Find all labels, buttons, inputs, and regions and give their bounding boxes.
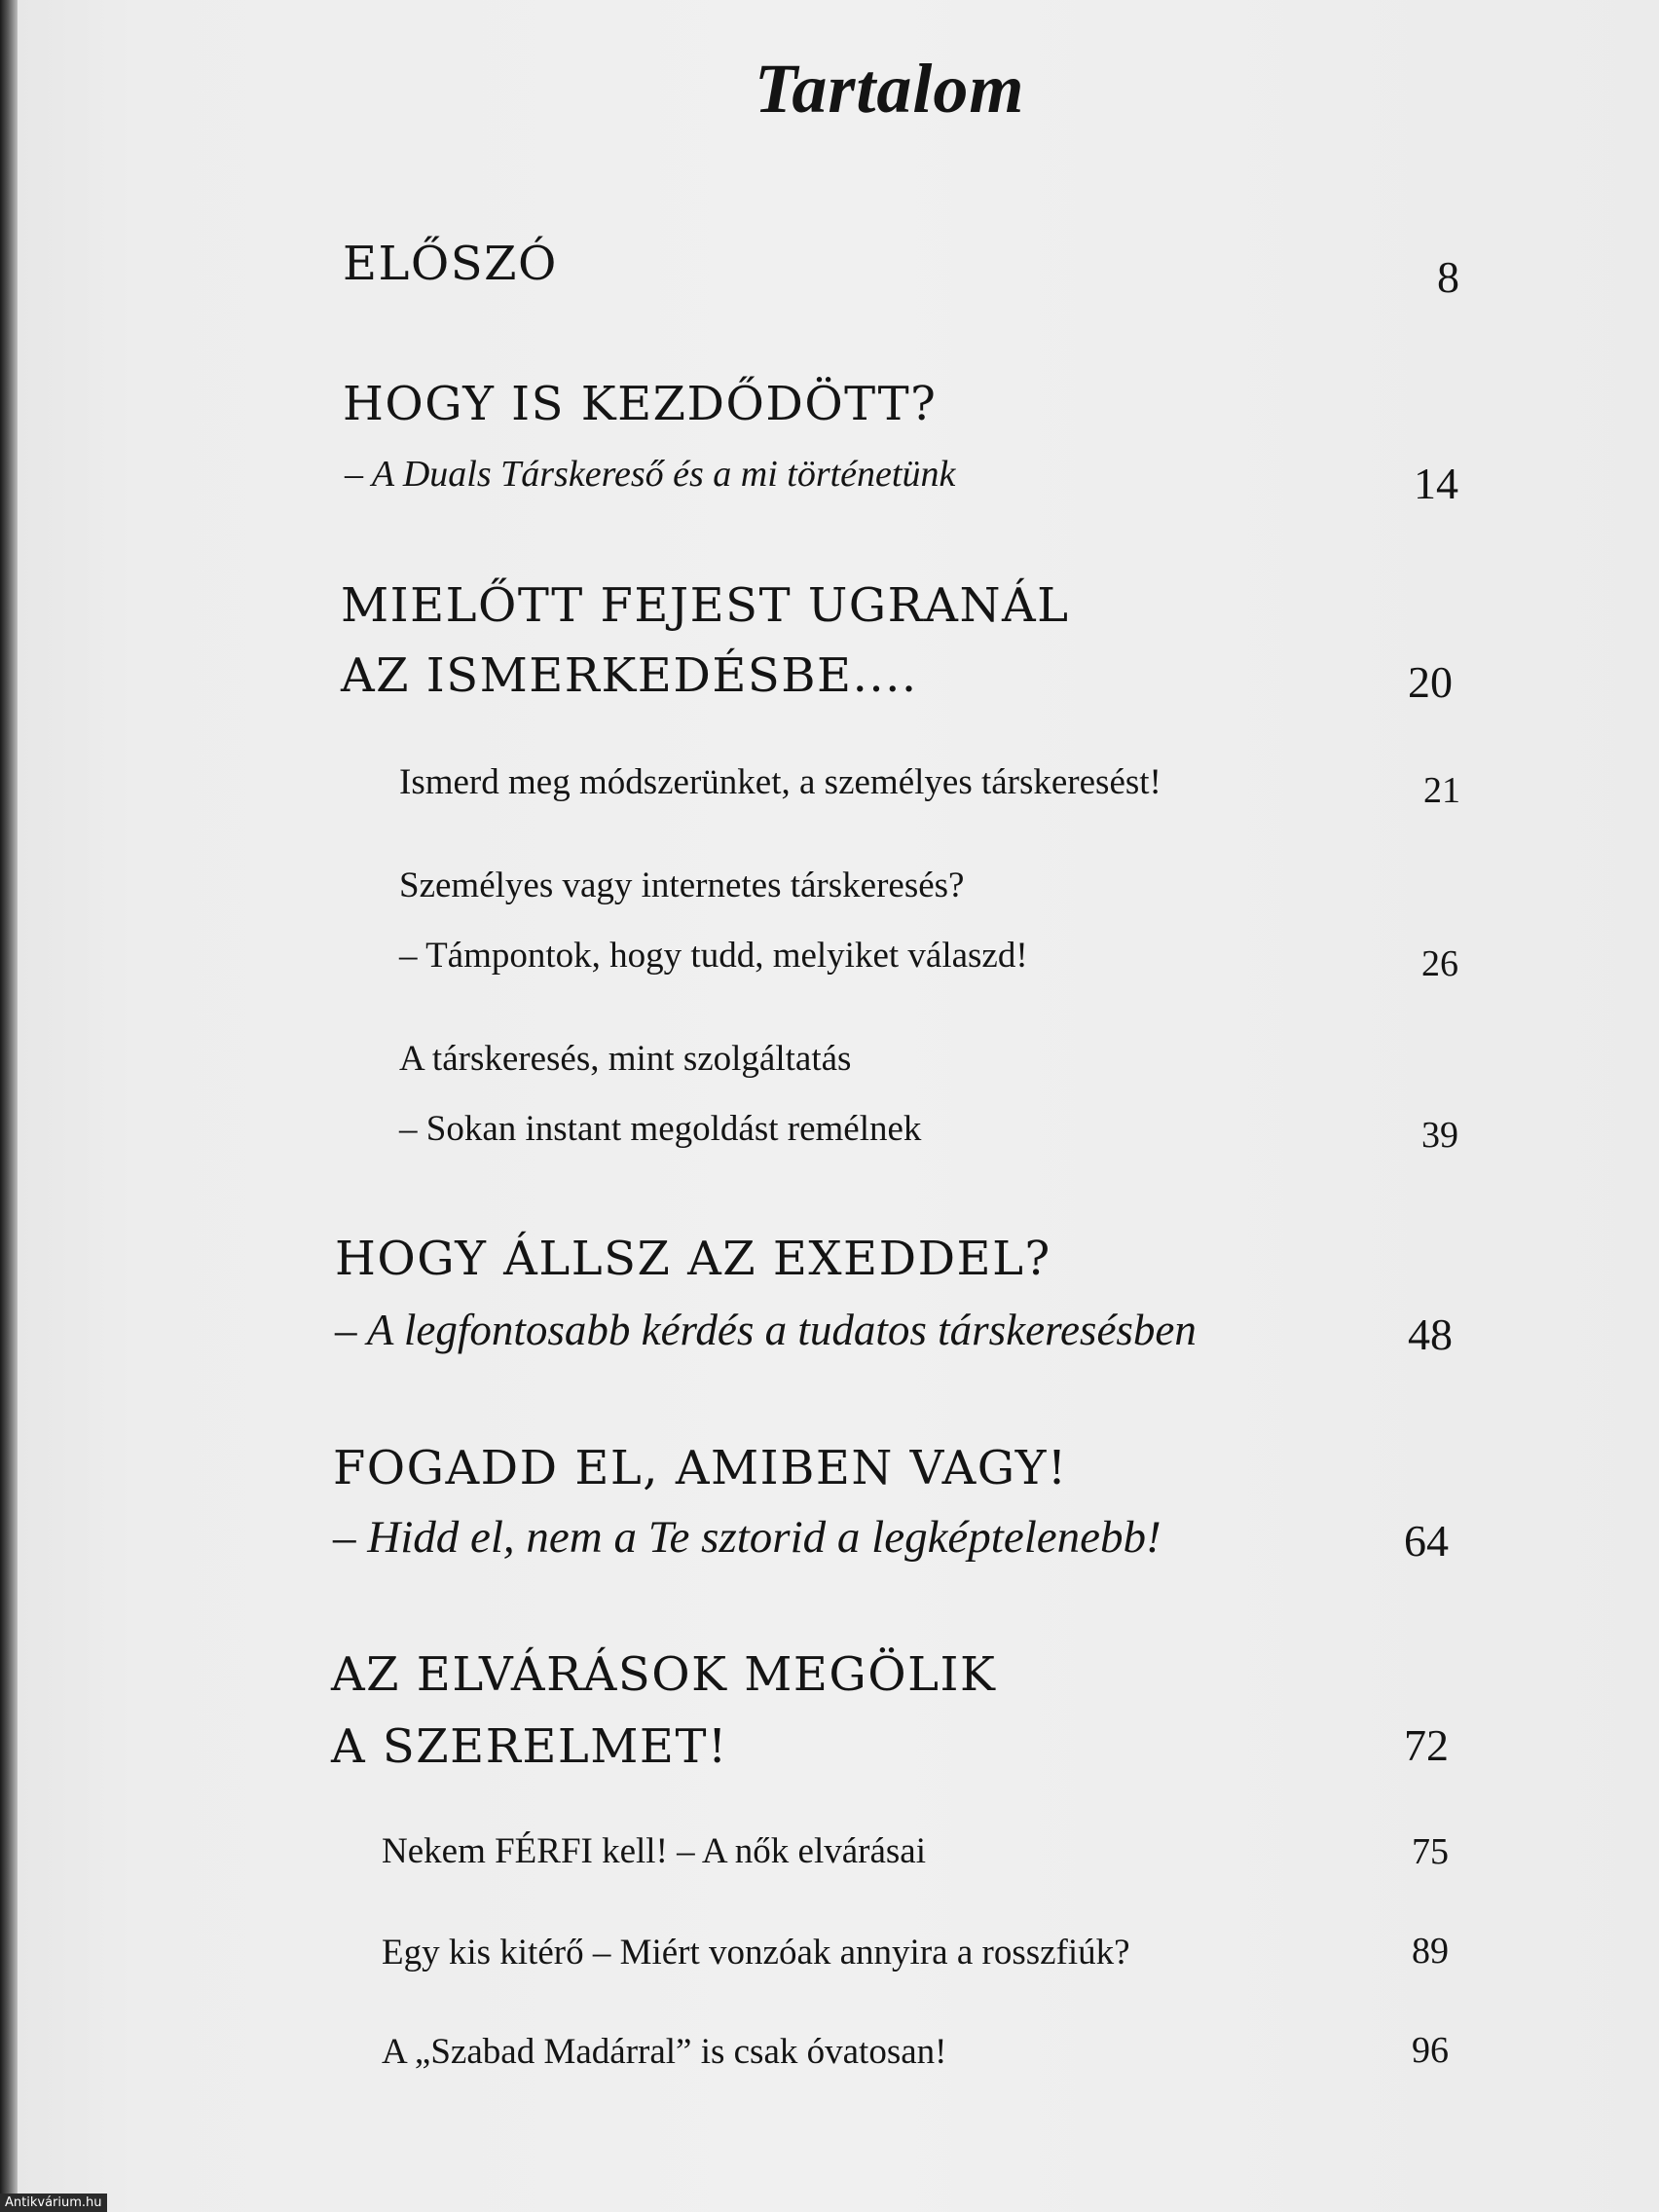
book-spine-shadow <box>0 0 18 2212</box>
toc-sub-szabad-madar: A „Szabad Madárral” is csak óvatosan! <box>382 2032 947 2072</box>
toc-sub-modszer: Ismerd meg módszerünket, a személyes társkeresést! <box>399 762 1161 802</box>
toc-sub-internetes-line1: Személyes vagy internetes társkeresés? <box>399 866 965 905</box>
toc-page-modszer: 21 <box>1423 770 1460 811</box>
page-title: Tartalom <box>755 50 1025 128</box>
toc-page-fogadd: 64 <box>1404 1516 1449 1566</box>
toc-heading-eloszo: ELŐSZÓ <box>343 237 558 291</box>
toc-heading-fogadd: FOGADD EL, AMIBEN VAGY! <box>333 1441 1068 1495</box>
toc-heading-mielott-line2: AZ ISMERKEDÉSBE.... <box>341 648 918 703</box>
toc-sub-szolgaltatas-line2: – Sokan instant megoldást remélnek <box>399 1109 922 1149</box>
toc-sub-rosszfiuk: Egy kis kitérő – Miért vonzóak annyira a rosszfiúk? <box>382 1933 1130 1972</box>
toc-page-rosszfiuk: 89 <box>1412 1931 1449 1972</box>
toc-subtitle-fogadd: – Hidd el, nem a Te sztorid a legképtelenebb! <box>333 1512 1161 1563</box>
toc-sub-ferfi: Nekem FÉRFI kell! – A nők elvárásai <box>382 1831 927 1871</box>
toc-subtitle-hogy-kezdodott: – A Duals Társkereső és a mi történetünk <box>345 454 956 495</box>
toc-sub-internetes-line2: – Támpontok, hogy tudd, melyiket válaszd! <box>399 936 1028 976</box>
toc-page-szabad-madar: 96 <box>1412 2030 1449 2071</box>
toc-page-elvarasok: 72 <box>1404 1720 1449 1770</box>
toc-page-ferfi: 75 <box>1412 1831 1449 1872</box>
toc-page-exeddel: 48 <box>1408 1309 1453 1359</box>
toc-heading-elvarasok-line1: AZ ELVÁRÁSOK MEGÖLIK <box>331 1647 997 1702</box>
toc-subtitle-exeddel: – A legfontosabb kérdés a tudatos társkeresésben <box>335 1306 1197 1354</box>
site-watermark: Antikvárium.hu <box>0 2194 107 2212</box>
toc-sub-szolgaltatas-line1: A társkeresés, mint szolgáltatás <box>399 1039 852 1079</box>
toc-page-hogy-kezdodott: 14 <box>1414 459 1458 508</box>
toc-heading-hogy-kezdodott: HOGY IS KEZDŐDÖTT? <box>343 377 938 431</box>
toc-page-eloszo: 8 <box>1437 252 1459 302</box>
toc-heading-mielott-line1: MIELŐTT FEJEST UGRANÁL <box>341 578 1070 633</box>
toc-heading-elvarasok-line2: A SZERELMET! <box>331 1719 728 1774</box>
toc-page-mielott: 20 <box>1408 657 1453 707</box>
toc-page-szolgaltatas: 39 <box>1421 1115 1458 1156</box>
toc-page-internetes: 26 <box>1421 943 1458 984</box>
bleed-through-shape <box>292 292 1266 302</box>
toc-heading-exeddel: HOGY ÁLLSZ AZ EXEDDEL? <box>335 1232 1051 1286</box>
